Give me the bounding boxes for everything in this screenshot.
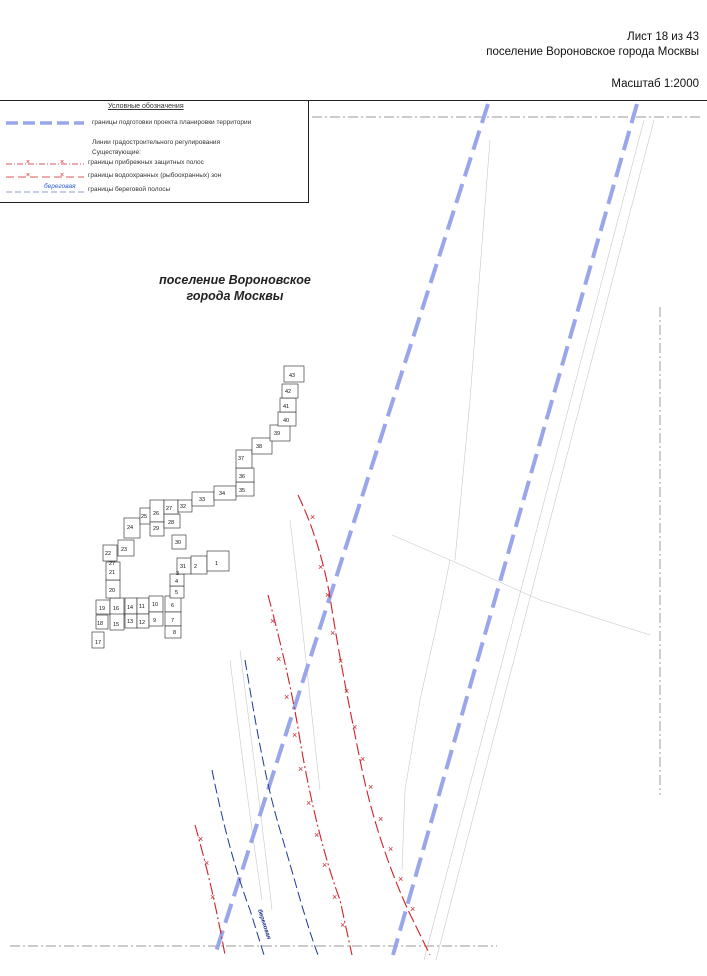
svg-text:×: ×	[338, 656, 344, 666]
svg-text:×: ×	[292, 730, 298, 740]
svg-text:8: 8	[173, 630, 177, 636]
svg-text:×: ×	[204, 858, 210, 868]
legend-boundary-text: границы подготовки проекта планировки территории	[92, 119, 252, 126]
svg-text:×: ×	[410, 904, 416, 914]
svg-text:18: 18	[97, 621, 104, 627]
parcel-cluster	[92, 366, 304, 648]
svg-text:27: 27	[109, 561, 116, 567]
svg-text:22: 22	[105, 551, 112, 557]
svg-text:×: ×	[60, 159, 65, 166]
sheet-area: поселение Вороновское города Москвы	[486, 46, 699, 58]
svg-text:×: ×	[270, 616, 276, 626]
svg-text:×: ×	[198, 834, 204, 844]
svg-text:30: 30	[175, 540, 182, 546]
svg-text:40: 40	[283, 418, 290, 424]
svg-text:26: 26	[153, 511, 160, 517]
svg-text:33: 33	[199, 497, 206, 503]
svg-text:31: 31	[180, 564, 187, 570]
svg-text:32: 32	[180, 504, 187, 510]
svg-text:4: 4	[175, 579, 179, 585]
svg-text:36: 36	[239, 474, 246, 480]
svg-text:13: 13	[127, 619, 134, 625]
sheet-number: Лист 18 из 43	[627, 31, 699, 43]
svg-text:34: 34	[219, 491, 226, 497]
svg-text:×: ×	[352, 722, 358, 732]
svg-text:16: 16	[113, 606, 120, 612]
svg-text:×: ×	[332, 892, 338, 902]
svg-text:×: ×	[310, 512, 316, 522]
svg-text:29: 29	[153, 526, 160, 532]
svg-text:×: ×	[26, 159, 31, 166]
svg-text:21: 21	[109, 570, 116, 576]
svg-text:9: 9	[153, 618, 157, 624]
svg-text:24: 24	[127, 525, 134, 531]
svg-text:×: ×	[318, 562, 324, 572]
protective-marks	[198, 512, 415, 930]
svg-text:35: 35	[239, 488, 246, 494]
svg-text:19: 19	[99, 606, 106, 612]
svg-text:12: 12	[139, 620, 146, 626]
scale-label: Масштаб 1:2000	[611, 78, 699, 90]
legend-existing: Существующие:	[92, 149, 141, 156]
svg-text:37: 37	[238, 456, 245, 462]
river-label: береговая	[256, 908, 272, 941]
svg-text:×: ×	[26, 172, 31, 179]
svg-text:×: ×	[284, 692, 290, 702]
svg-text:2: 2	[194, 564, 198, 570]
svg-text:×: ×	[325, 590, 331, 600]
legend-protective-text: границы прибрежных защитных полос	[88, 159, 204, 166]
svg-text:×: ×	[388, 844, 394, 854]
svg-text:42: 42	[285, 389, 292, 395]
svg-text:×: ×	[360, 754, 366, 764]
svg-text:41: 41	[283, 404, 290, 410]
svg-text:×: ×	[210, 892, 216, 902]
svg-text:15: 15	[113, 622, 120, 628]
svg-text:6: 6	[171, 603, 175, 609]
place-label-line2: города Москвы	[186, 289, 284, 303]
svg-text:10: 10	[152, 602, 159, 608]
svg-text:38: 38	[256, 444, 263, 450]
svg-text:39: 39	[274, 431, 281, 437]
legend-shore-symbol-label: береговая	[44, 183, 76, 190]
svg-text:×: ×	[368, 782, 374, 792]
legend-lines-title: Линии градостроительного регулирования	[92, 139, 221, 146]
svg-text:17: 17	[95, 640, 102, 646]
svg-text:28: 28	[168, 520, 175, 526]
svg-text:×: ×	[298, 764, 304, 774]
svg-text:×: ×	[314, 830, 320, 840]
svg-text:14: 14	[127, 605, 134, 611]
legend-title: Условные обозначения	[108, 103, 184, 110]
svg-text:×: ×	[330, 628, 336, 638]
svg-text:43: 43	[289, 373, 296, 379]
svg-text:23: 23	[121, 547, 128, 553]
svg-text:20: 20	[109, 588, 116, 594]
svg-text:3: 3	[176, 571, 180, 577]
svg-text:×: ×	[340, 920, 346, 930]
svg-text:×: ×	[322, 860, 328, 870]
svg-text:11: 11	[139, 604, 145, 610]
svg-text:×: ×	[398, 874, 404, 884]
svg-text:27: 27	[166, 506, 173, 512]
svg-text:×: ×	[276, 654, 282, 664]
svg-text:5: 5	[175, 590, 179, 596]
legend-water-text: границы водоохранных (рыбоохранных) зон	[88, 172, 222, 179]
place-label-line1: поселение Вороновское	[159, 273, 311, 287]
legend-shore-text: границы береговой полосы	[88, 186, 171, 193]
svg-text:×: ×	[306, 798, 312, 808]
svg-text:25: 25	[141, 514, 148, 520]
protective-lines	[195, 495, 430, 955]
svg-text:7: 7	[171, 618, 175, 624]
planning-boundary	[215, 104, 637, 955]
svg-text:×: ×	[60, 172, 65, 179]
svg-text:×: ×	[378, 814, 384, 824]
svg-text:×: ×	[344, 686, 350, 696]
svg-text:1: 1	[215, 561, 219, 567]
